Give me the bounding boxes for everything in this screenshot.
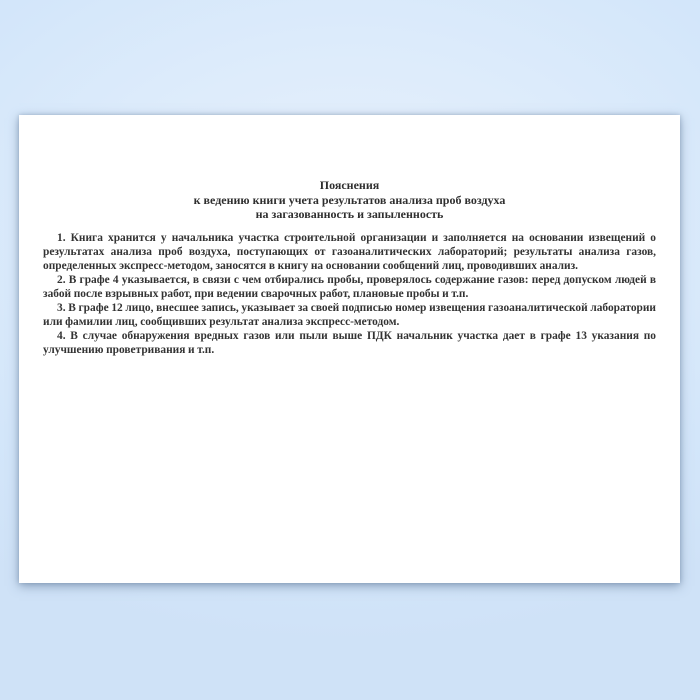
paragraph-1: 1. Книга хранится у начальника участка строительной организации и заполняется на основании извещений о результатах анализа проб воздуха, поступающих от газоаналитических лабораторий; результаты анализа газов, определенных экспресс-методом, заносятся в книгу на основании сообщений лиц, проводивших анализ.: [43, 231, 656, 272]
paragraph-2: 2. В графе 4 указывается, в связи с чем отбирались пробы, проверялось содержание газов: перед допуском людей в забой после взрывных работ, при ведении сварочных работ, плановые пробы и т.п.: [43, 273, 656, 300]
document-page: [19, 115, 680, 583]
paragraph-4: 4. В случае обнаружения вредных газов или пыли выше ПДК начальник участка дает в графе 13 указания по улучшению проветривания и т.п.: [43, 329, 656, 356]
document-title: [43, 178, 656, 222]
document-body: [43, 231, 656, 357]
title-line-1: Пояснения: [319, 178, 380, 192]
title-line-2: к ведению книги учета результатов анализа проб воздуха: [193, 192, 506, 207]
title-line-3: на загазованность и запыленность: [255, 207, 444, 221]
paragraph-3: 3. В графе 12 лицо, внесшее запись, указывает за своей подписью номер извещения газоаналитической лаборатории или фамилии лиц, сообщивших результат анализа экспресс-методом.: [43, 301, 656, 328]
